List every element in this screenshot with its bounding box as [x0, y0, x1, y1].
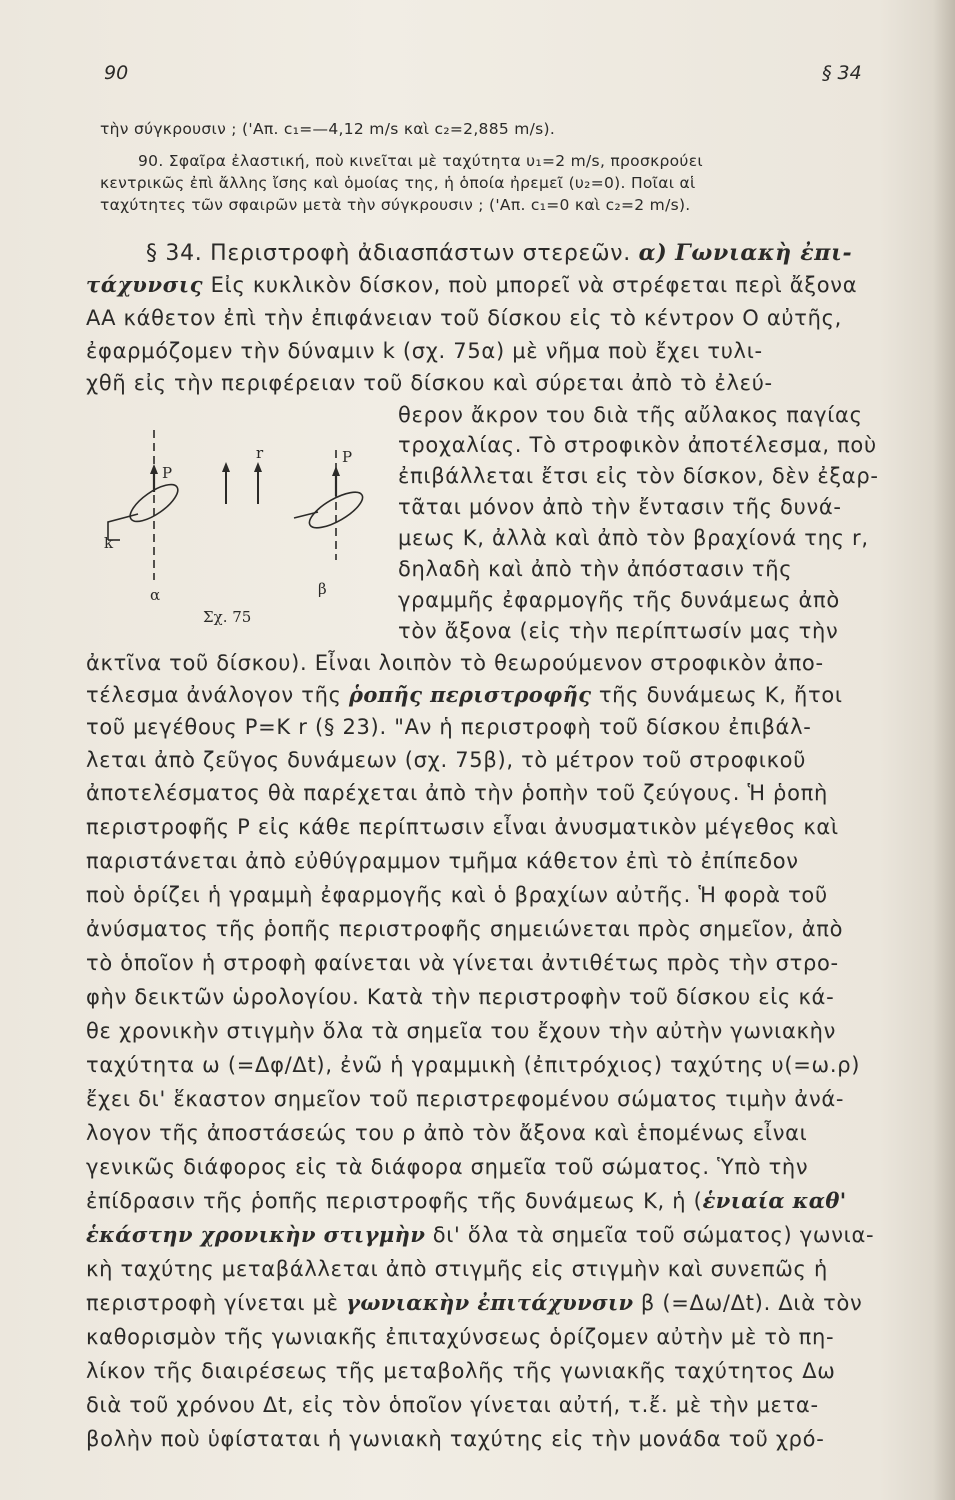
text-line: ἀποτελέσματος θὰ παρέχεται ἀπὸ τὴν ῥοπὴν τοῦ ζεύγους. Ἡ ῥοπὴ [86, 781, 828, 805]
arrow-head-c1 [222, 462, 230, 472]
text-line: τοῦ μεγέθους P=K r (§ 23). "Αν ἡ περιστροφὴ τοῦ δίσκου ἐπιβάλ- [86, 715, 812, 739]
text-line: διὰ τοῦ χρόνου Δt, εἰς τὸν ὁποῖον γίνεται αὐτή, τ.ἔ. μὲ τὴν μετα- [86, 1393, 819, 1417]
text-line: φὴν δεικτῶν ὡρολογίου. Κατὰ τὴν περιστροφὴν τοῦ δίσκου εἰς κά- [86, 985, 835, 1009]
text-line: τὸ ὁποῖον ἡ στροφὴ φαίνεται νὰ γίνεται ἀντιθέτως πρὸς τὴν στρο- [86, 951, 839, 975]
exercise-line: ταχύτητες τῶν σφαιρῶν μετὰ τὴν σύγκρουσιν ; ('Απ. c₁=0 καὶ c₂=2 m/s). [100, 196, 691, 214]
arrow-head-b [332, 466, 340, 476]
page-number: 90 [104, 62, 129, 84]
text-line [86, 1220, 906, 1250]
text-line: θερον ἄκρον του διὰ τῆς αὔλακος παγίας [398, 403, 863, 427]
text-line: ἔχει δι' ἕκαστον σημεῖον τοῦ περιστρεφομένου σώματος τιμὴν ἀνά- [86, 1087, 845, 1111]
exercise-line: 90. Σφαῖρα ἐλαστική, ποὺ κινεῖται μὲ ταχύτητα υ₁=2 m/s, προσκρούει [138, 152, 703, 170]
text-line: μεως Κ, ἀλλὰ καὶ ἀπὸ τὸν βραχίονά της r, [398, 526, 869, 550]
text-line [86, 1186, 906, 1216]
text-line: καθορισμὸν τῆς γωνιακῆς ἐπιταχύνσεως ὁρίζομεν αὐτὴν μὲ τὸ πη- [86, 1325, 835, 1349]
section-heading-subtitle-cont: τάχυνσις [86, 272, 204, 297]
emphasis-term: ῥοπῆς περιστροφῆς [349, 682, 592, 707]
text-line: ἐπιβάλλεται ἔτσι εἰς τὸν δίσκον, δὲν ἐξαρ- [398, 464, 879, 488]
text-span: τῆς δυνάμεως Κ, ἤτοι [598, 683, 843, 707]
text-line [86, 1288, 906, 1318]
text-line: θε χρονικὴν στιγμὴν ὅλα τὰ σημεῖα του ἔχουν τὴν αὐτὴν γωνιακὴν [86, 1019, 837, 1043]
text-line: λίκον τῆς διαιρέσεως τῆς μεταβολῆς τῆς γωνιακῆς ταχύτητος Δω [86, 1359, 836, 1383]
figure-mark-p: P [162, 464, 173, 482]
text-line: δηλαδὴ καὶ ἀπὸ τὴν ἀπόστασιν τῆς [398, 557, 793, 581]
figure-label-a: α [150, 586, 161, 604]
text-span: β (=Δω/Δt). Διὰ τὸν [640, 1291, 863, 1315]
text-line: τροχαλίας. Τὸ στροφικὸν ἀποτέλεσμα, ποὺ [398, 433, 877, 457]
text-line: τᾶται μόνον ἀπὸ τὴν ἔντασιν τῆς δυνά- [398, 495, 842, 519]
text-line: περιστροφῆς P εἰς κάθε περίπτωσιν εἶναι ἀνυσματικὸν μέγεθος καὶ [86, 815, 839, 839]
text-line: λεται ἀπὸ ζεῦγος δυνάμεων (σχ. 75β), τὸ μέτρον τοῦ στροφικοῦ [86, 748, 807, 772]
text-span: δι' ὅλα τὰ σημεῖα τοῦ σώματος) γωνια- [432, 1223, 875, 1247]
arrow-heads [150, 462, 340, 476]
text-line: παριστάνεται ἀπὸ εὐθύγραμμον τμῆμα κάθετον ἐπὶ τὸ ἐπίπεδον [86, 849, 799, 873]
couple-arm-b [294, 512, 318, 518]
text-line: χθῆ εἰς τὴν περιφέρειαν τοῦ δίσκου καὶ σύρεται ἀπὸ τὸ ἐλεύ- [86, 371, 773, 395]
exercise-line: κεντρικῶς ἐπὶ ἄλλης ἴσης καὶ ὁμοίας της, ἡ ὁποία ἠρεμεῖ (υ₂=0). Ποῖαι αἱ [100, 174, 696, 192]
emphasis-term: γωνιακὴν ἐπιτάχυνσιν [346, 1290, 634, 1315]
text-line [86, 270, 906, 300]
figure-caption: Σχ. 75 [203, 608, 252, 626]
text-line: τὸν ἄξονα (εἰς τὴν περίπτωσίν μας τὴν [398, 619, 839, 643]
section-heading [86, 238, 955, 269]
text-span: ἐπίδρασιν τῆς ῥοπῆς περιστροφῆς τῆς δυνάμεως Κ, ἡ ( [86, 1189, 703, 1213]
figure-mark-p: P [342, 448, 353, 466]
text-line: γενικῶς διάφορος εἰς τὰ διάφορα σημεῖα τοῦ σώματος. Ὑπὸ τὴν [86, 1155, 809, 1179]
exercise-line: τὴν σύγκρουσιν ; ('Απ. c₁=—4,12 m/s καὶ c₂=2,885 m/s). [100, 120, 556, 138]
text-line: ταχύτητα ω (=Δφ/Δt), ἐνῶ ἡ γραμμικὴ (ἐπιτρόχιος) ταχύτης υ(=ω.ρ) [86, 1053, 861, 1077]
figure-mark-r: r [256, 444, 264, 462]
figure-mark-k: k [104, 534, 114, 552]
section-heading-subtitle: Γωνιακὴ ἐπι- [675, 240, 853, 266]
text-span: περιστροφὴ γίνεται μὲ [86, 1291, 339, 1315]
arrow-head-c2 [254, 462, 262, 472]
text-line: ΑΑ κάθετον ἐπὶ τὴν ἐπιφάνειαν τοῦ δίσκου εἰς τὸ κέντρον Ο αὐτῆς, [86, 306, 842, 330]
text-line: ἐφαρμόζομεν τὴν δύναμιν k (σχ. 75α) μὲ νῆμα ποὺ ἔχει τυλι- [86, 339, 763, 363]
figure-label-b: β [318, 580, 327, 598]
emphasis-term: ἑκάστην χρονικὴν στιγμὴν [86, 1222, 426, 1247]
section-heading-title: § 34. Περιστροφὴ ἀδιασπάστων στερεῶν. [146, 241, 631, 266]
text-line: ποὺ ὁρίζει ἡ γραμμὴ ἐφαρμογῆς καὶ ὁ βραχίων αὐτῆς. Ἡ φορὰ τοῦ [86, 883, 828, 907]
text-line: κὴ ταχύτης μεταβάλλεται ἀπὸ στιγμῆς εἰς στιγμὴν καὶ συνεπῶς ἡ [86, 1257, 828, 1281]
text-line: ἀνύσματος τῆς ῥοπῆς περιστροφῆς σημειώνεται πρὸς σημεῖον, ἀπὸ [86, 917, 844, 941]
section-marker: § 34 [822, 62, 862, 84]
text-line: λογον τῆς ἀποστάσεώς του ρ ἀπὸ τὸν ἄξονα καὶ ἑπομένως εἶναι [86, 1121, 808, 1145]
text-line: ἀκτῖνα τοῦ δίσκου). Εἶναι λοιπὸν τὸ θεωρούμενον στροφικὸν ἀπο- [86, 651, 824, 675]
page-edge-shadow [933, 0, 955, 1500]
text-line: βολὴν ποὺ ὑφίσταται ἡ γωνιακὴ ταχύτης εἰς τὴν μονάδα τοῦ χρό- [86, 1427, 825, 1451]
emphasis-term: ἑνιαία καθ' [702, 1188, 847, 1213]
text-line [86, 680, 906, 710]
text-line: γραμμῆς ἐφαρμογῆς τῆς δυνάμεως ἀπὸ [398, 588, 840, 612]
text-span: Εἰς κυκλικὸν δίσκον, ποὺ μπορεῖ νὰ στρέφεται περὶ ἄξονα [210, 273, 858, 297]
text-span: τέλεσμα ἀνάλογον τῆς [86, 683, 342, 707]
section-heading-label: α) [638, 240, 668, 266]
arrow-head-a [150, 464, 158, 474]
